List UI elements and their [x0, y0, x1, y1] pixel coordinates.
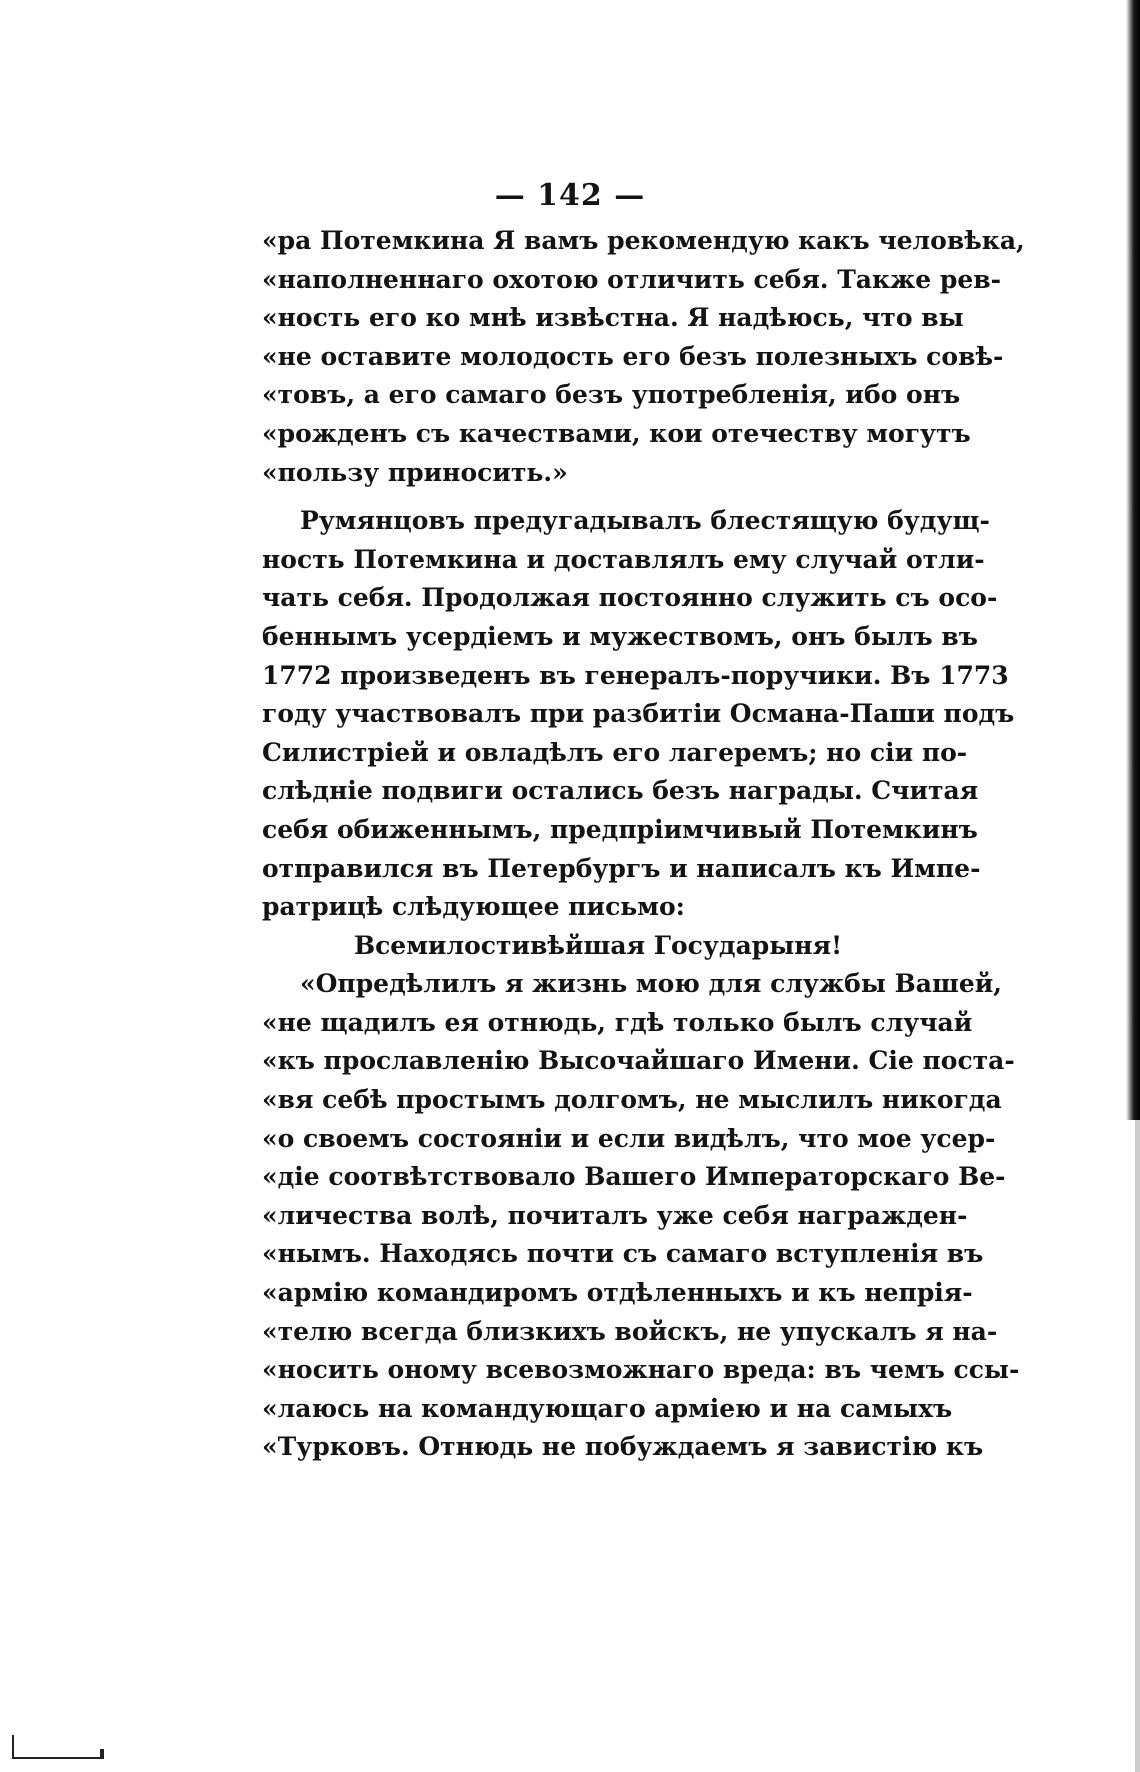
- text-line: «личества волѣ, почиталъ уже себя награжден-: [262, 1200, 968, 1230]
- text-line: «носить оному всевозможнаго вреда: въ чемъ ссы-: [262, 1355, 1020, 1385]
- text-line: «рожденъ съ качествами, кои отечеству могутъ: [262, 418, 971, 448]
- text-line: «не оставите молодость его безъ полезныхъ совѣ-: [262, 341, 1004, 371]
- crop-mark: [12, 1735, 104, 1759]
- text-line: «Турковъ. Отнюдь не побуждаемъ я завистію къ: [262, 1432, 984, 1462]
- scan-edge-line: [1135, 1120, 1140, 1772]
- text-line: «нымъ. Находясь почти съ самаго вступленія въ: [262, 1239, 984, 1269]
- text-line: «телю всегда близкихъ войскъ, не упускалъ я на-: [262, 1316, 998, 1346]
- text-line: 1772 произведенъ въ генералъ-поручики. Въ 1773: [262, 660, 1009, 690]
- text-line: слѣдніе подвиги остались безъ награды. Считая: [262, 776, 979, 806]
- letter-salutation: Всемилостивѣйшая Государыня!: [353, 930, 843, 960]
- text-line: году участвовалъ при разбитіи Османа-Паши подъ: [262, 699, 1015, 729]
- text-line: чать себя. Продолжая постоянно служить съ осо-: [262, 583, 998, 613]
- text-line: беннымъ усердіемъ и мужествомъ, онъ былъ въ: [262, 621, 978, 651]
- text-line: «не щадилъ ея отнюдь, гдѣ только былъ случай: [262, 1007, 973, 1037]
- text-line: «ра Потемкина Я вамъ рекомендую какъ человѣка,: [262, 226, 1025, 255]
- text-line: «пользу приносить.»: [262, 457, 568, 487]
- page-number: — 142 —: [494, 178, 646, 213]
- text-line: Силистріей и овладѣлъ его лагеремъ; но сіи по-: [262, 737, 968, 767]
- scan-edge-shadow: [1126, 0, 1140, 1120]
- text-line: отправился въ Петербургъ и написалъ къ Импе-: [262, 853, 981, 883]
- text-line: себя обиженнымъ, предпріимчивый Потемкинъ: [262, 814, 978, 844]
- crop-mark-dot: [100, 1749, 104, 1757]
- text-line: «къ прославленію Высочайшаго Имени. Сіе поста-: [262, 1046, 1015, 1076]
- text-line: «ность его ко мнѣ извѣстна. Я надѣюсь, что вы: [262, 303, 964, 333]
- text-line: «товъ, а его самаго безъ употребленія, ибо онъ: [262, 380, 961, 410]
- text-line: Румянцовъ предугадывалъ блестящую будущ-: [300, 506, 990, 536]
- text-line: «Опредѣлилъ я жизнь мою для службы Вашей,: [300, 969, 1002, 999]
- text-line: ратрицѣ слѣдующее письмо:: [262, 892, 685, 922]
- text-line: «діе соотвѣтствовало Вашего Императорскаго Ве-: [262, 1162, 1006, 1192]
- body-text: [262, 222, 1025, 1467]
- text-line: «лаюсь на командующаго арміею и на самыхъ: [262, 1393, 953, 1423]
- text-line: «о своемъ состояніи и если видѣлъ, что мое усер-: [262, 1123, 996, 1153]
- text-line: «вя себѣ простымъ долгомъ, не мыслилъ никогда: [262, 1085, 1002, 1115]
- text-line: «наполненнаго охотою отличить себя. Также рев-: [262, 264, 1002, 294]
- text-line: ность Потемкина и доставлялъ ему случай отли-: [262, 544, 985, 574]
- text-line: «армію командиромъ отдѣленныхъ и къ непрія-: [262, 1278, 973, 1308]
